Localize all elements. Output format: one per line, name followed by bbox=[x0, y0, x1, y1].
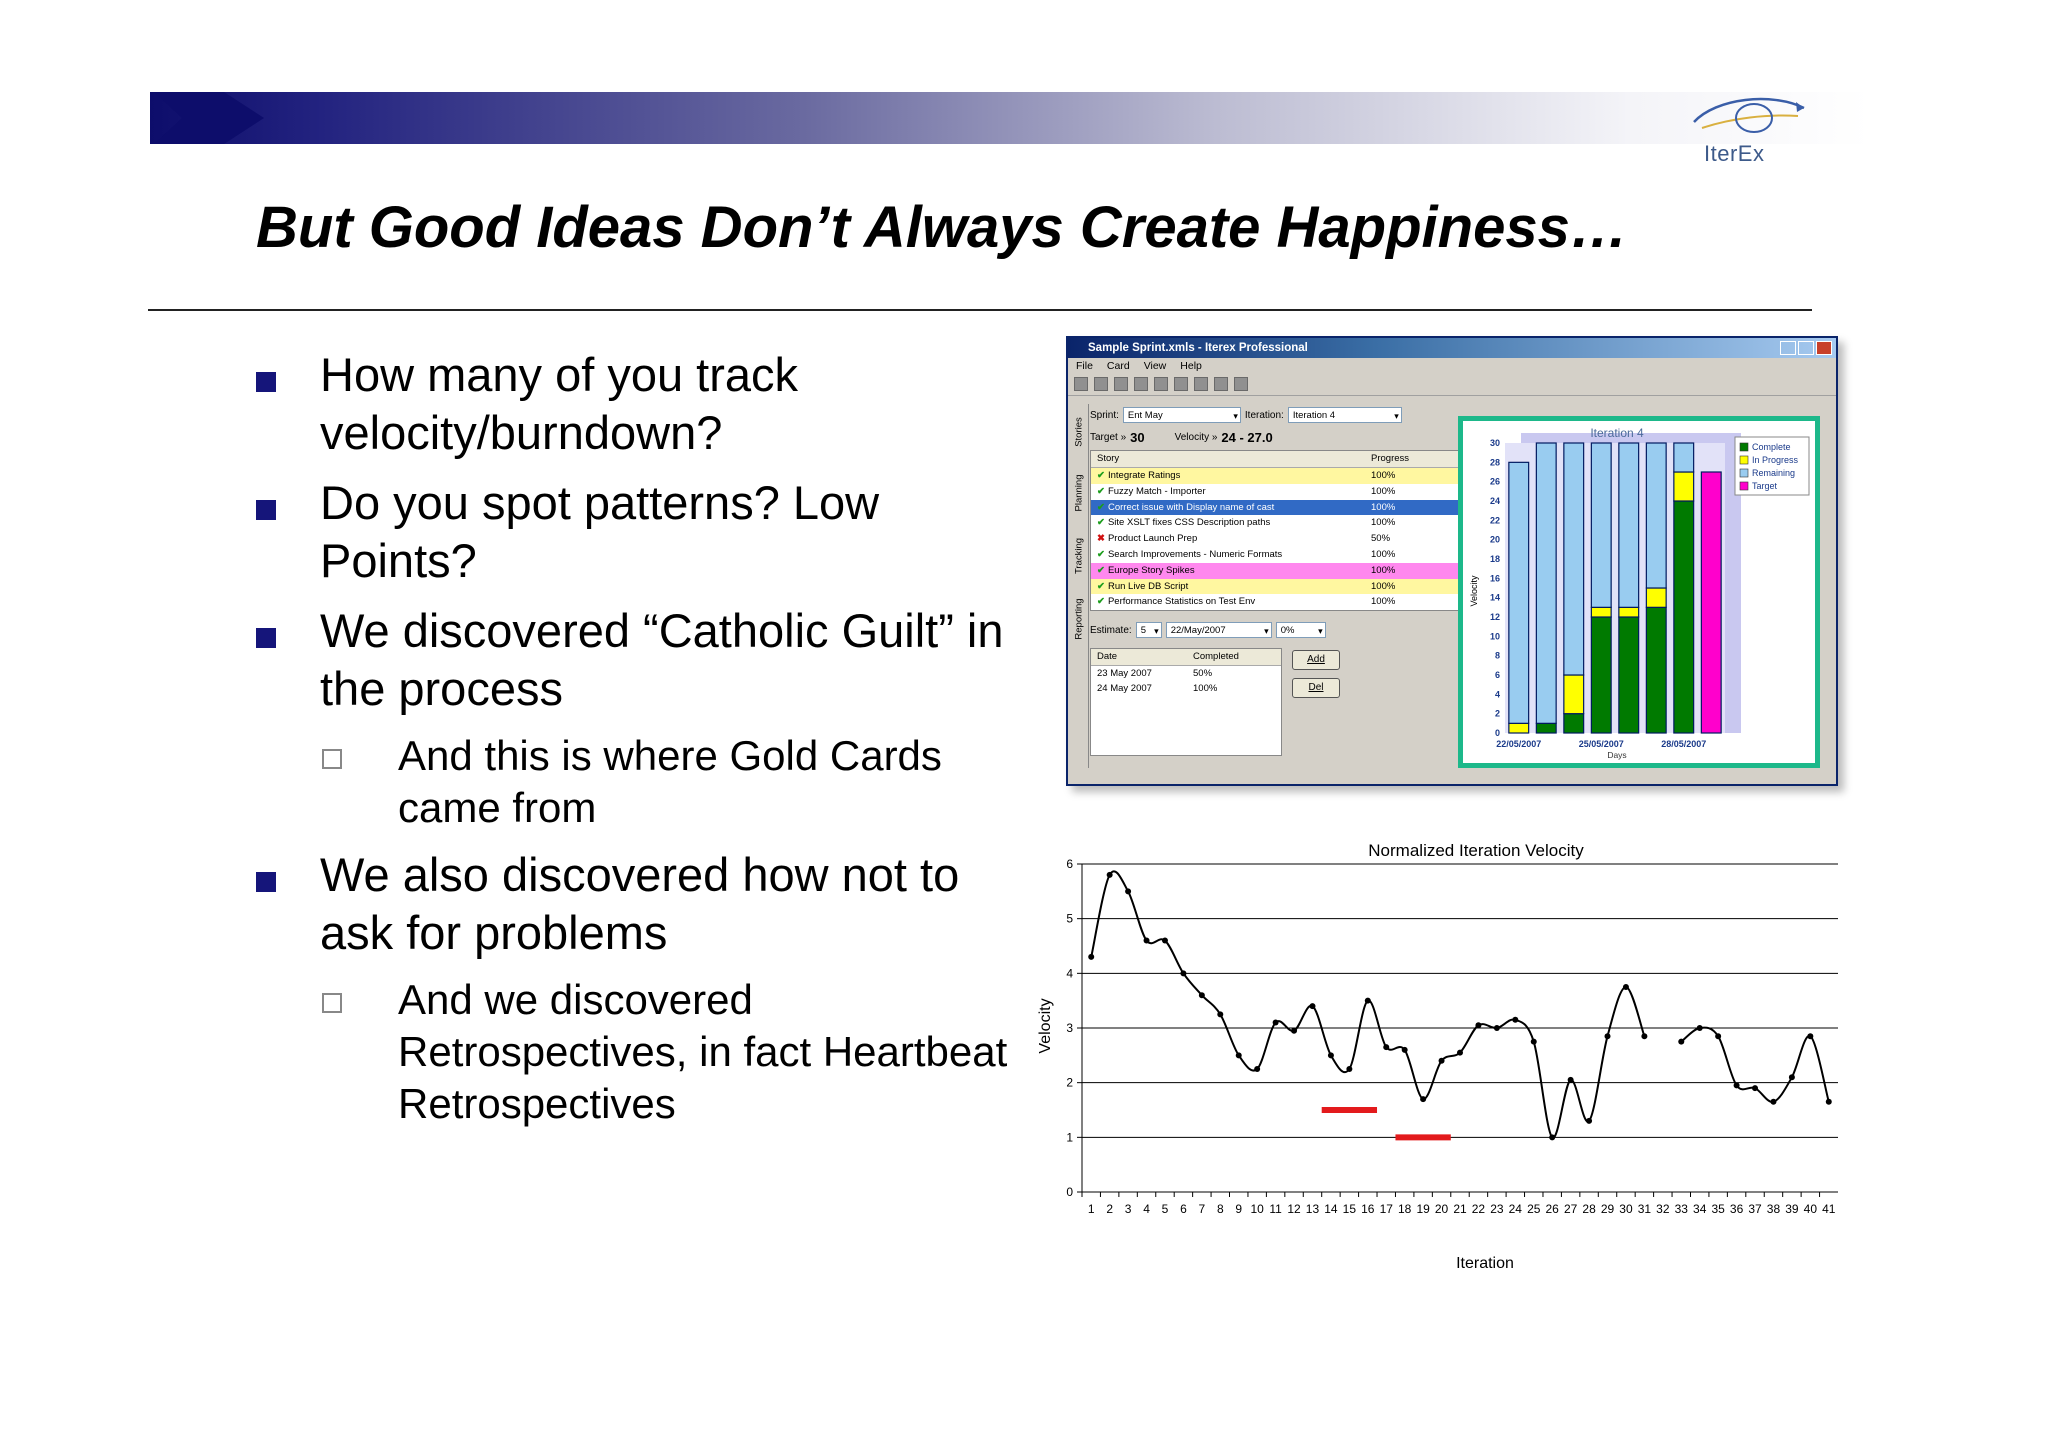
x-axis-label: Days bbox=[1607, 750, 1627, 760]
check-icon: ✔ bbox=[1097, 548, 1105, 560]
menu-card[interactable]: Card bbox=[1106, 360, 1130, 372]
chart-title: Normalized Iteration Velocity bbox=[1368, 841, 1584, 860]
data-point bbox=[1291, 1028, 1297, 1034]
x-tick-label: 15 bbox=[1342, 1202, 1357, 1216]
y-tick-label: 20 bbox=[1489, 534, 1500, 545]
x-tick-label: 32 bbox=[1656, 1202, 1670, 1216]
bar-segment bbox=[1536, 443, 1556, 723]
y-tick-label: 26 bbox=[1489, 476, 1500, 487]
x-tick-label: 26 bbox=[1545, 1202, 1559, 1216]
data-point bbox=[1420, 1096, 1426, 1102]
maximize-icon[interactable] bbox=[1798, 341, 1814, 355]
target-label: Target » bbox=[1090, 431, 1127, 443]
data-point bbox=[1512, 1017, 1518, 1023]
estimate-input[interactable]: 5 ▾ bbox=[1136, 622, 1162, 638]
column-header[interactable]: Story bbox=[1097, 453, 1120, 464]
iteration-select[interactable]: Iteration 4 ▾ bbox=[1288, 407, 1402, 423]
x-tick-label: 19 bbox=[1416, 1202, 1430, 1216]
tool-icon[interactable] bbox=[1214, 377, 1228, 391]
table-row[interactable] bbox=[1091, 666, 1281, 681]
x-tick-label: 22/05/2007 bbox=[1496, 739, 1542, 749]
bar-segment bbox=[1674, 443, 1694, 472]
bar-segment bbox=[1701, 472, 1721, 733]
square-bullet-icon bbox=[256, 872, 276, 892]
tab-planning[interactable]: Planning bbox=[1073, 474, 1085, 512]
x-tick-label: 37 bbox=[1748, 1202, 1762, 1216]
window-buttons bbox=[1780, 341, 1832, 355]
data-point bbox=[1383, 1044, 1389, 1050]
bar-segment bbox=[1619, 617, 1639, 733]
x-tick-label: 25/05/2007 bbox=[1578, 739, 1624, 749]
burndown-chart bbox=[1463, 421, 1815, 763]
x-tick-label: 28/05/2007 bbox=[1661, 739, 1707, 749]
x-tick-label: 35 bbox=[1711, 1202, 1725, 1216]
story-name-cell bbox=[1091, 484, 1361, 500]
y-tick-label: 4 bbox=[1494, 689, 1500, 700]
legend-swatch bbox=[1740, 456, 1748, 464]
square-bullet-icon bbox=[256, 500, 276, 520]
x-tick-label: 34 bbox=[1693, 1202, 1707, 1216]
x-tick-label: 33 bbox=[1674, 1202, 1688, 1216]
y-tick-label: 4 bbox=[1066, 966, 1073, 981]
story-name-cell bbox=[1091, 515, 1361, 531]
bar-segment bbox=[1509, 462, 1529, 723]
x-tick-label: 41 bbox=[1822, 1202, 1836, 1216]
story-row[interactable] bbox=[1091, 563, 1521, 579]
del-button[interactable]: Del bbox=[1292, 678, 1340, 698]
tab-reporting[interactable]: Reporting bbox=[1073, 598, 1085, 640]
preview-icon[interactable] bbox=[1114, 377, 1128, 391]
x-tick-label: 12 bbox=[1287, 1202, 1301, 1216]
open-icon[interactable] bbox=[1074, 377, 1088, 391]
bar-segment bbox=[1591, 443, 1611, 607]
iterex-app-window bbox=[1066, 336, 1838, 786]
sprint-label: Sprint: bbox=[1090, 409, 1119, 421]
story-row[interactable] bbox=[1091, 531, 1521, 547]
legend-label: Remaining bbox=[1752, 468, 1796, 478]
data-point bbox=[1180, 970, 1186, 976]
pdf-icon[interactable] bbox=[1154, 377, 1168, 391]
velocity-chart bbox=[1030, 826, 1850, 1286]
burndown-chart-frame bbox=[1458, 416, 1820, 768]
story-name: Correct issue with Display name of cast bbox=[1107, 501, 1275, 513]
data-point bbox=[1107, 872, 1113, 878]
iteration-label: Iteration: bbox=[1244, 409, 1284, 421]
header-band bbox=[150, 92, 1870, 144]
app-toolbar bbox=[1068, 374, 1836, 396]
data-point bbox=[1678, 1039, 1684, 1045]
x-tick-label: 20 bbox=[1434, 1202, 1449, 1216]
date-cell: 23 May 2007 bbox=[1097, 668, 1152, 679]
bullet-list bbox=[256, 346, 1016, 1142]
data-point bbox=[1309, 1003, 1315, 1009]
cross-icon: ✖ bbox=[1097, 533, 1105, 545]
check-icon: ✔ bbox=[1097, 596, 1105, 608]
x-tick-label: 9 bbox=[1235, 1202, 1243, 1216]
print-icon[interactable] bbox=[1134, 377, 1148, 391]
app-title: Sample Sprint.xmls - Iterex Professional bbox=[1088, 342, 1308, 354]
x-tick-label: 25 bbox=[1527, 1202, 1541, 1216]
y-tick-label: 24 bbox=[1489, 496, 1500, 506]
story-row[interactable] bbox=[1091, 547, 1521, 563]
y-tick-label: 30 bbox=[1489, 438, 1500, 448]
story-row[interactable] bbox=[1091, 579, 1521, 595]
data-point bbox=[1475, 1022, 1481, 1028]
bullet-text: Do you spot patterns? Low Points? bbox=[320, 476, 880, 587]
estimate-date-select[interactable]: 22/May/2007 ▾ bbox=[1166, 622, 1272, 638]
x-tick-label: 21 bbox=[1453, 1202, 1467, 1216]
add-button[interactable]: Add bbox=[1292, 650, 1340, 670]
story-name: Performance Statistics on Test Env bbox=[1107, 596, 1256, 608]
story-name-cell bbox=[1091, 579, 1361, 595]
data-point bbox=[1144, 938, 1150, 944]
x-tick-label: 18 bbox=[1398, 1202, 1412, 1216]
data-point bbox=[1365, 998, 1371, 1004]
legend-label: In Progress bbox=[1752, 455, 1799, 465]
x-tick-label: 2 bbox=[1106, 1202, 1114, 1216]
legend-swatch bbox=[1740, 469, 1748, 477]
x-tick-label: 13 bbox=[1305, 1202, 1320, 1216]
x-tick-label: 24 bbox=[1508, 1202, 1522, 1216]
bullet-text: How many of you track velocity/burndown? bbox=[320, 348, 799, 459]
y-tick-label: 22 bbox=[1489, 515, 1500, 526]
completed-cell: 50% bbox=[1193, 668, 1213, 679]
chart-title: Iteration 4 bbox=[1590, 426, 1644, 440]
bar-segment bbox=[1591, 607, 1611, 617]
sub-bullet-text: And we discovered Retrospectives, in fact Heartbeat Retrospectives bbox=[398, 976, 1008, 1127]
y-axis-label: Velocity bbox=[1469, 575, 1479, 607]
bar-segment bbox=[1536, 723, 1556, 733]
y-tick-label: 14 bbox=[1489, 592, 1500, 603]
bar-segment bbox=[1674, 472, 1694, 501]
data-point bbox=[1254, 1066, 1260, 1072]
column-header[interactable]: Progress bbox=[1371, 453, 1410, 464]
x-tick-label: 10 bbox=[1250, 1202, 1264, 1216]
sub-bullet-item bbox=[320, 974, 1016, 1130]
data-point bbox=[1236, 1052, 1242, 1058]
completed-cell: 100% bbox=[1193, 683, 1218, 694]
legend-swatch bbox=[1740, 443, 1748, 451]
estimate-label: Estimate: bbox=[1090, 624, 1132, 636]
vertical-tab-strip bbox=[1070, 404, 1089, 768]
estimate-row bbox=[1090, 622, 1326, 638]
check-icon: ✔ bbox=[1097, 517, 1105, 529]
data-point bbox=[1807, 1033, 1813, 1039]
x-tick-label: 31 bbox=[1637, 1202, 1652, 1216]
story-row[interactable] bbox=[1091, 594, 1521, 610]
progress-cell: 100% bbox=[1371, 564, 1396, 576]
sub-bullet-text: And this is where Gold Cards came from bbox=[398, 732, 942, 831]
x-tick-label: 8 bbox=[1216, 1202, 1224, 1216]
velocity-chart-container bbox=[1030, 826, 1850, 1286]
bullet-item bbox=[256, 346, 1016, 462]
data-point bbox=[1457, 1050, 1463, 1056]
progress-cell: 100% bbox=[1371, 517, 1396, 529]
x-tick-label: 5 bbox=[1161, 1202, 1169, 1216]
y-tick-label: 6 bbox=[1494, 670, 1500, 680]
logo-text: IterEx bbox=[1704, 141, 1765, 166]
bar-segment bbox=[1646, 607, 1666, 733]
story-name-cell bbox=[1091, 594, 1361, 610]
tool-icon[interactable] bbox=[1174, 377, 1188, 391]
check-icon: ✔ bbox=[1097, 580, 1105, 592]
story-name: Integrate Ratings bbox=[1107, 470, 1181, 481]
story-name-cell bbox=[1091, 531, 1361, 547]
data-point bbox=[1199, 992, 1205, 998]
progress-cell: 100% bbox=[1371, 548, 1396, 560]
x-tick-label: 38 bbox=[1766, 1202, 1781, 1216]
x-tick-label: 4 bbox=[1143, 1202, 1150, 1216]
y-tick-label: 0 bbox=[1066, 1185, 1073, 1199]
tab-tracking[interactable]: Tracking bbox=[1073, 537, 1085, 575]
target-row bbox=[1090, 426, 1520, 448]
bullet-item bbox=[256, 846, 1016, 962]
data-point bbox=[1125, 888, 1131, 894]
bullet-item bbox=[256, 602, 1016, 718]
x-tick-label: 3 bbox=[1124, 1202, 1132, 1216]
data-point bbox=[1752, 1085, 1758, 1091]
y-axis-label: Velocity bbox=[1037, 998, 1054, 1054]
app-title-bar bbox=[1068, 338, 1836, 358]
data-point bbox=[1715, 1033, 1721, 1039]
sprint-row bbox=[1090, 404, 1520, 426]
minimize-icon[interactable] bbox=[1780, 341, 1796, 355]
x-tick-label: 17 bbox=[1379, 1202, 1393, 1216]
progress-cell: 100% bbox=[1371, 485, 1396, 497]
story-list-header bbox=[1091, 451, 1521, 468]
bar-segment bbox=[1564, 443, 1584, 675]
data-point bbox=[1605, 1033, 1611, 1039]
target-value: 30 bbox=[1130, 429, 1145, 445]
data-point bbox=[1217, 1011, 1223, 1017]
bar-segment bbox=[1564, 714, 1584, 733]
data-point bbox=[1273, 1020, 1279, 1026]
data-point bbox=[1826, 1099, 1832, 1105]
progress-cell: 100% bbox=[1371, 596, 1396, 608]
column-header[interactable]: Date bbox=[1097, 651, 1118, 662]
column-header[interactable]: Completed bbox=[1193, 651, 1239, 662]
bar-segment bbox=[1564, 675, 1584, 714]
menu-view[interactable]: View bbox=[1143, 360, 1167, 372]
data-point bbox=[1770, 1099, 1776, 1105]
progress-cell: 100% bbox=[1371, 501, 1396, 513]
story-name-cell bbox=[1091, 547, 1361, 563]
y-tick-label: 2 bbox=[1066, 1075, 1073, 1090]
date-cell: 24 May 2007 bbox=[1097, 683, 1152, 694]
square-bullet-icon bbox=[256, 372, 276, 392]
x-tick-label: 6 bbox=[1180, 1202, 1187, 1216]
story-name: Europe Story Spikes bbox=[1107, 564, 1195, 576]
y-tick-label: 2 bbox=[1494, 708, 1500, 719]
x-tick-label: 16 bbox=[1361, 1202, 1375, 1216]
data-point bbox=[1623, 984, 1629, 990]
story-name: Site XSLT fixes CSS Description paths bbox=[1107, 517, 1271, 529]
completion-table bbox=[1090, 648, 1282, 756]
y-tick-label: 28 bbox=[1489, 457, 1500, 468]
bar-segment bbox=[1646, 443, 1666, 588]
story-name: Fuzzy Match - Importer bbox=[1107, 485, 1206, 497]
hollow-square-bullet-icon bbox=[322, 993, 342, 1013]
bullet-text: We discovered “Catholic Guilt” in the process bbox=[320, 604, 1004, 715]
x-axis-label: Iteration bbox=[1456, 1255, 1514, 1272]
story-name-cell bbox=[1091, 500, 1361, 516]
y-tick-label: 16 bbox=[1489, 573, 1500, 584]
title-divider bbox=[148, 309, 1812, 311]
x-tick-label: 7 bbox=[1198, 1202, 1206, 1216]
check-icon: ✔ bbox=[1097, 485, 1105, 497]
slide-title: But Good Ideas Don’t Always Create Happiness… bbox=[256, 195, 1628, 260]
square-bullet-icon bbox=[256, 628, 276, 648]
y-tick-label: 1 bbox=[1066, 1130, 1073, 1145]
x-tick-label: 40 bbox=[1803, 1202, 1818, 1216]
progress-cell: 100% bbox=[1371, 580, 1396, 592]
bar-segment bbox=[1509, 723, 1529, 733]
story-rows bbox=[1091, 468, 1521, 610]
x-tick-label: 1 bbox=[1087, 1202, 1095, 1216]
data-point bbox=[1697, 1025, 1703, 1031]
x-tick-label: 28 bbox=[1582, 1202, 1596, 1216]
data-point bbox=[1586, 1118, 1592, 1124]
story-row[interactable] bbox=[1091, 500, 1521, 516]
menu-file[interactable]: File bbox=[1076, 360, 1093, 372]
progress-cell: 100% bbox=[1371, 470, 1396, 481]
y-tick-label: 12 bbox=[1489, 612, 1500, 622]
data-point bbox=[1328, 1052, 1334, 1058]
save-icon[interactable] bbox=[1094, 377, 1108, 391]
app-menu-bar bbox=[1068, 358, 1836, 374]
x-tick-label: 39 bbox=[1785, 1202, 1799, 1216]
bar-segment bbox=[1646, 588, 1666, 607]
y-tick-label: 10 bbox=[1489, 631, 1500, 642]
data-point bbox=[1789, 1074, 1795, 1080]
bullet-text: We also discovered how not to ask for problems bbox=[320, 848, 960, 959]
check-icon: ✔ bbox=[1097, 501, 1105, 513]
x-tick-label: 23 bbox=[1490, 1202, 1504, 1216]
data-point bbox=[1531, 1039, 1537, 1045]
y-tick-label: 5 bbox=[1066, 911, 1073, 926]
data-point bbox=[1641, 1033, 1647, 1039]
tool-icon[interactable] bbox=[1194, 377, 1208, 391]
x-tick-label: 27 bbox=[1563, 1202, 1578, 1216]
story-row[interactable] bbox=[1091, 484, 1521, 500]
tab-stories[interactable]: Stories bbox=[1073, 417, 1085, 447]
story-name: Run Live DB Script bbox=[1107, 580, 1189, 592]
story-name: Search Improvements - Numeric Formats bbox=[1107, 548, 1283, 560]
y-tick-label: 6 bbox=[1066, 857, 1073, 871]
sub-bullet-item bbox=[320, 730, 1016, 834]
bar-segment bbox=[1591, 617, 1611, 733]
tool-icon[interactable] bbox=[1234, 377, 1248, 391]
data-point bbox=[1088, 954, 1094, 960]
y-tick-label: 3 bbox=[1066, 1021, 1073, 1035]
bar-segment bbox=[1619, 607, 1639, 617]
check-icon: ✔ bbox=[1097, 564, 1105, 576]
close-icon[interactable] bbox=[1816, 341, 1832, 355]
velocity-value: 24 - 27.0 bbox=[1221, 429, 1273, 445]
data-point bbox=[1494, 1025, 1500, 1031]
menu-help[interactable]: Help bbox=[1180, 360, 1202, 372]
story-row[interactable] bbox=[1091, 515, 1521, 531]
x-tick-label: 14 bbox=[1324, 1202, 1338, 1216]
story-name-cell bbox=[1091, 468, 1361, 484]
estimate-percent-select[interactable]: 0% ▾ bbox=[1276, 622, 1326, 638]
y-tick-label: 0 bbox=[1494, 728, 1500, 738]
velocity-line bbox=[1091, 871, 1644, 1137]
hollow-square-bullet-icon bbox=[322, 749, 342, 769]
legend-swatch bbox=[1740, 482, 1748, 490]
x-tick-label: 22 bbox=[1471, 1202, 1486, 1216]
data-point bbox=[1734, 1082, 1740, 1088]
bar-segment bbox=[1674, 501, 1694, 733]
stories-pane bbox=[1090, 404, 1520, 768]
data-point bbox=[1568, 1077, 1574, 1083]
x-tick-label: 36 bbox=[1729, 1202, 1744, 1216]
y-tick-label: 8 bbox=[1494, 650, 1500, 661]
data-point bbox=[1439, 1058, 1445, 1064]
table-row[interactable] bbox=[1091, 681, 1281, 696]
x-tick-label: 30 bbox=[1619, 1202, 1633, 1216]
data-point bbox=[1162, 938, 1168, 944]
check-icon: ✔ bbox=[1097, 470, 1105, 481]
bar-segment bbox=[1619, 443, 1639, 607]
sprint-select[interactable]: Ent May ▾ bbox=[1123, 407, 1241, 423]
x-tick-label: 29 bbox=[1600, 1202, 1615, 1216]
data-point bbox=[1402, 1047, 1408, 1053]
legend-label: Target bbox=[1752, 481, 1778, 491]
completion-table-header bbox=[1091, 649, 1281, 666]
legend-label: Complete bbox=[1752, 442, 1791, 452]
progress-cell: 50% bbox=[1371, 533, 1391, 545]
data-point bbox=[1346, 1066, 1352, 1072]
velocity-label: Velocity » bbox=[1174, 431, 1218, 443]
data-point bbox=[1549, 1134, 1555, 1140]
story-row[interactable] bbox=[1091, 468, 1521, 484]
x-tick-label: 11 bbox=[1269, 1202, 1282, 1216]
chevron-arrow-icon bbox=[154, 92, 264, 144]
bullet-item bbox=[256, 474, 1016, 590]
story-name: Product Launch Prep bbox=[1107, 533, 1198, 545]
story-name-cell bbox=[1091, 563, 1361, 579]
y-tick-label: 18 bbox=[1489, 554, 1500, 564]
